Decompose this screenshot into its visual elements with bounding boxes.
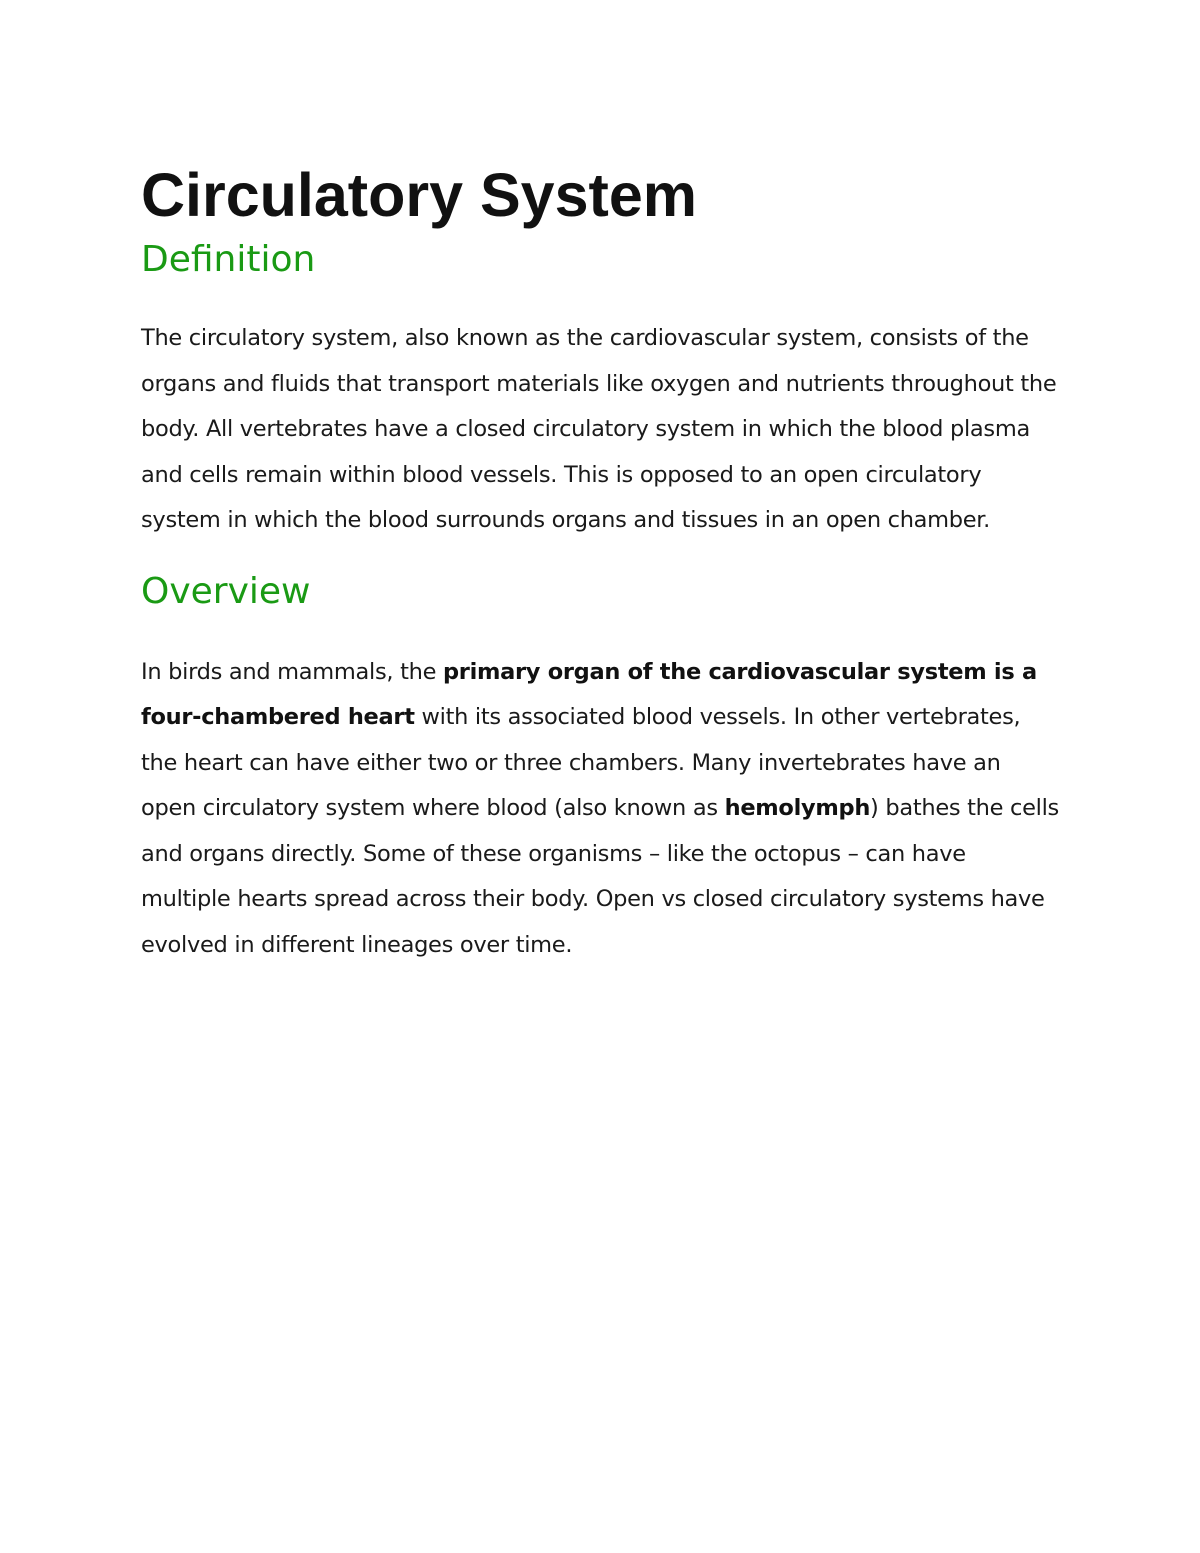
overview-text-part-3: ) bathes the cells and organs directly. Some of these organisms – like the octopus – can have multiple hearts spread across their body. Open vs closed circulatory systems have evolved in different lineages over time. [141, 795, 1059, 958]
definition-paragraph: The circulatory system, also known as the cardiovascular system, consists of the organs and fluids that transport materials like oxygen and nutrients throughout the body. All vertebrates have a closed circulatory system in which the blood plasma and cells remain within blood vessels. This is opposed to an open circulatory system in which the blood surrounds organs and tissues in an open chamber. [141, 325, 1057, 533]
overview-paragraph [141, 650, 1061, 969]
section-heading-definition: Definition [141, 239, 316, 280]
document-content [141, 158, 1061, 968]
document-title: Circulatory System [141, 161, 697, 229]
overview-text-part-2: with its associated blood vessels. In other vertebrates, the heart can have either two or three chambers. Many invertebrates have an open circulatory system where blood (also known as [141, 704, 1021, 821]
overview-text-part-1: In birds and mammals, the [141, 658, 443, 685]
overview-bold-primary-organ: primary organ of the cardiovascular system is a four-chambered heart [141, 658, 1037, 730]
section-heading-overview: Overview [141, 570, 311, 612]
overview-bold-hemolymph: hemolymph [724, 795, 871, 821]
